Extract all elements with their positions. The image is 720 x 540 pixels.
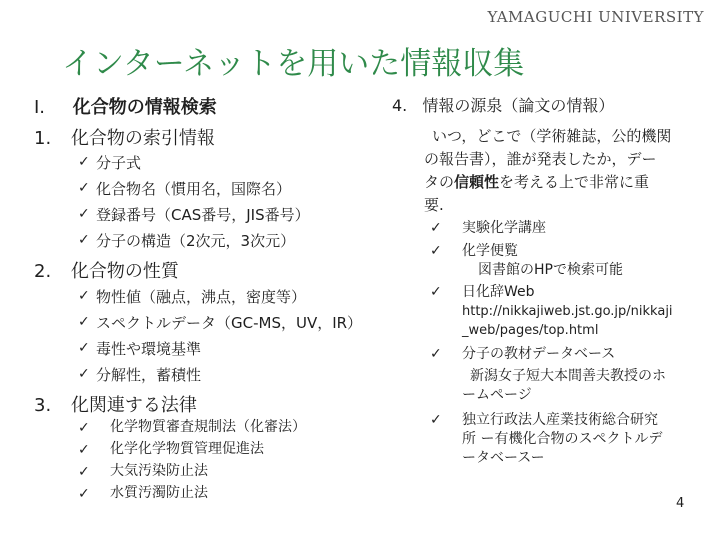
check-icon: ✓ bbox=[430, 220, 442, 236]
list-item-detail: 図書館のHPで検索可能 bbox=[478, 262, 623, 278]
list-item: 大気汚染防止法 bbox=[110, 463, 208, 479]
check-icon: ✓ bbox=[78, 442, 90, 458]
subsection-3 bbox=[34, 391, 197, 417]
paragraph-line: の報告書），誰が発表したか，デー bbox=[424, 150, 657, 168]
list-item: 毒性や環境基準 bbox=[96, 340, 202, 358]
page-title: インターネットを用いた情報収集 bbox=[62, 46, 525, 82]
check-icon: ✓ bbox=[78, 366, 90, 382]
list-item: 実験化学講座 bbox=[462, 220, 546, 236]
section-number: I. bbox=[34, 97, 46, 118]
subsection-title: 化合物の性質 bbox=[70, 261, 179, 282]
list-item: 水質汚濁防止法 bbox=[110, 485, 208, 501]
page-number: 4 bbox=[676, 496, 685, 511]
list-item-detail: ータベースー bbox=[462, 450, 545, 466]
list-item-detail: 所 ー有機化合物のスペクトルデ bbox=[462, 431, 663, 447]
check-icon: ✓ bbox=[78, 486, 90, 502]
section-heading-4 bbox=[392, 93, 614, 116]
list-item: 分子の教材データベース bbox=[462, 346, 616, 362]
section-title: 情報の源泉（論文の情報） bbox=[422, 96, 615, 115]
paragraph-text: を考える上で非常に重 bbox=[499, 173, 650, 191]
check-icon: ✓ bbox=[78, 180, 90, 196]
list-item: スペクトルデータ（GC-MS，UV，IR） bbox=[96, 314, 363, 332]
paragraph-line: いつ，どこで（学術雑誌，公的機関 bbox=[432, 127, 672, 145]
check-icon: ✓ bbox=[430, 412, 442, 428]
section-heading-1 bbox=[34, 93, 217, 119]
check-icon: ✓ bbox=[78, 154, 90, 170]
list-item-detail: 新潟女子短大本間善夫教授のホ bbox=[470, 368, 666, 384]
link-url[interactable]: http://nikkajiweb.jst.go.jp/nikkaji bbox=[462, 304, 673, 319]
list-item: 分子式 bbox=[96, 154, 142, 172]
subsection-number: 2. bbox=[34, 261, 52, 282]
subsection-number: 3. bbox=[34, 395, 52, 416]
check-icon: ✓ bbox=[78, 232, 90, 248]
list-item: 独立行政法人産業技術総合研究 bbox=[462, 412, 658, 428]
list-item: 化合物名（慣用名，国際名） bbox=[96, 180, 292, 198]
list-item: 分解性，蓄積性 bbox=[96, 366, 202, 384]
list-item: 化学便覧 bbox=[462, 243, 518, 259]
list-item: 日化辞Web bbox=[462, 284, 535, 300]
check-icon: ✓ bbox=[430, 284, 442, 300]
check-icon: ✓ bbox=[78, 340, 90, 356]
check-icon: ✓ bbox=[78, 314, 90, 330]
subsection-1 bbox=[34, 124, 215, 150]
link-url[interactable]: _web/pages/top.html bbox=[462, 323, 599, 338]
section-number: 4. bbox=[392, 96, 408, 115]
list-item: 化学物質審査規制法（化審法） bbox=[110, 419, 306, 435]
list-item: 分子の構造（2次元，3次元） bbox=[96, 232, 296, 250]
check-icon: ✓ bbox=[430, 243, 442, 259]
list-item: 登録番号（CAS番号，JIS番号） bbox=[96, 206, 310, 224]
check-icon: ✓ bbox=[78, 420, 90, 436]
paragraph-line bbox=[424, 171, 649, 192]
list-item: 物性値（融点，沸点，密度等） bbox=[96, 288, 307, 306]
university-logo: YAMAGUCHI UNIVERSITY bbox=[487, 8, 704, 26]
subsection-number: 1. bbox=[34, 128, 52, 149]
paragraph-text: タの bbox=[424, 173, 455, 191]
check-icon: ✓ bbox=[78, 288, 90, 304]
subsection-title: 化合物の索引情報 bbox=[70, 128, 215, 149]
subsection-2 bbox=[34, 257, 179, 283]
subsection-title: 化関連する法律 bbox=[70, 395, 197, 416]
list-item-detail: ームページ bbox=[462, 387, 532, 403]
paragraph-line: 要. bbox=[424, 196, 444, 214]
list-item: 化学化学物質管理促進法 bbox=[110, 441, 264, 457]
check-icon: ✓ bbox=[78, 206, 90, 222]
check-icon: ✓ bbox=[78, 464, 90, 480]
check-icon: ✓ bbox=[430, 346, 442, 362]
emphasis-text: 信頼性 bbox=[454, 173, 500, 191]
section-title: 化合物の情報検索 bbox=[72, 97, 217, 118]
